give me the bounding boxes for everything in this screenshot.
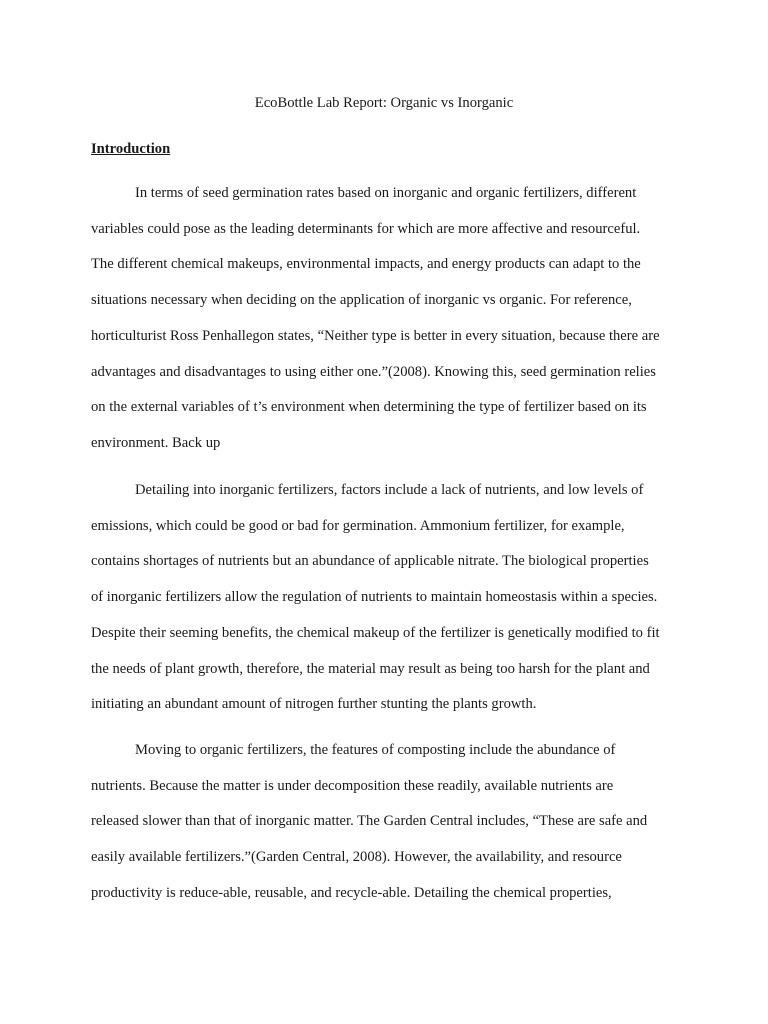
paragraph-line: Detailing into inorganic fertilizers, factors include a lack of nutrients, and low levels of	[135, 482, 644, 498]
document-title: EcoBottle Lab Report: Organic vs Inorganic	[254, 95, 514, 111]
paragraph-line: environment. Back up	[91, 434, 221, 451]
paragraph-3	[91, 733, 679, 912]
paragraph-line: In terms of seed germination rates based on inorganic and organic fertilizers, different	[135, 185, 637, 201]
paragraph-line: emissions, which could be good or bad for germination. Ammonium fertilizer, for example,	[91, 517, 625, 534]
paragraph-line: advantages and disadvantages to using either one.”(2008). Knowing this, seed germination relies	[91, 363, 656, 380]
paragraph-line: initiating an abundant amount of nitrogen further stunting the plants growth.	[91, 696, 537, 713]
paragraph-1	[91, 176, 679, 462]
paragraph-line: Despite their seeming benefits, the chemical makeup of the fertilizer is genetically modified to fit	[91, 624, 660, 641]
section-heading-introduction: Introduction	[91, 141, 171, 157]
paragraph-line: of inorganic fertilizers allow the regulation of nutrients to maintain homeostasis within a species.	[91, 589, 658, 606]
paragraph-2	[91, 473, 679, 723]
paragraph-line: situations necessary when deciding on the application of inorganic vs organic. For reference,	[91, 292, 632, 309]
paragraph-line: contains shortages of nutrients but an abundance of applicable nitrate. The biological properties	[91, 553, 649, 570]
paragraph-line: on the external variables of t’s environment when determining the type of fertilizer based on its	[91, 399, 647, 416]
paragraph-line: nutrients. Because the matter is under decomposition these readily, available nutrients are	[91, 777, 614, 794]
paragraph-line: productivity is reduce-able, reusable, and recycle-able. Detailing the chemical properties,	[91, 884, 612, 901]
paragraph-line: the needs of plant growth, therefore, the material may result as being too harsh for the plant and	[91, 660, 650, 677]
paragraph-line: horticulturist Ross Penhallegon states, “Neither type is better in every situation, because there are	[91, 327, 660, 344]
paragraph-line: variables could pose as the leading determinants for which are more affective and resourceful.	[91, 220, 641, 237]
paragraph-line: Moving to organic fertilizers, the features of composting include the abundance of	[135, 742, 616, 758]
paragraph-line: The different chemical makeups, environmental impacts, and energy products can adapt to the	[91, 256, 641, 273]
paragraph-line: easily available fertilizers.”(Garden Central, 2008). However, the availability, and resource	[91, 849, 622, 866]
paragraph-line: released slower than that of inorganic matter. The Garden Central includes, “These are safe and	[91, 813, 648, 830]
